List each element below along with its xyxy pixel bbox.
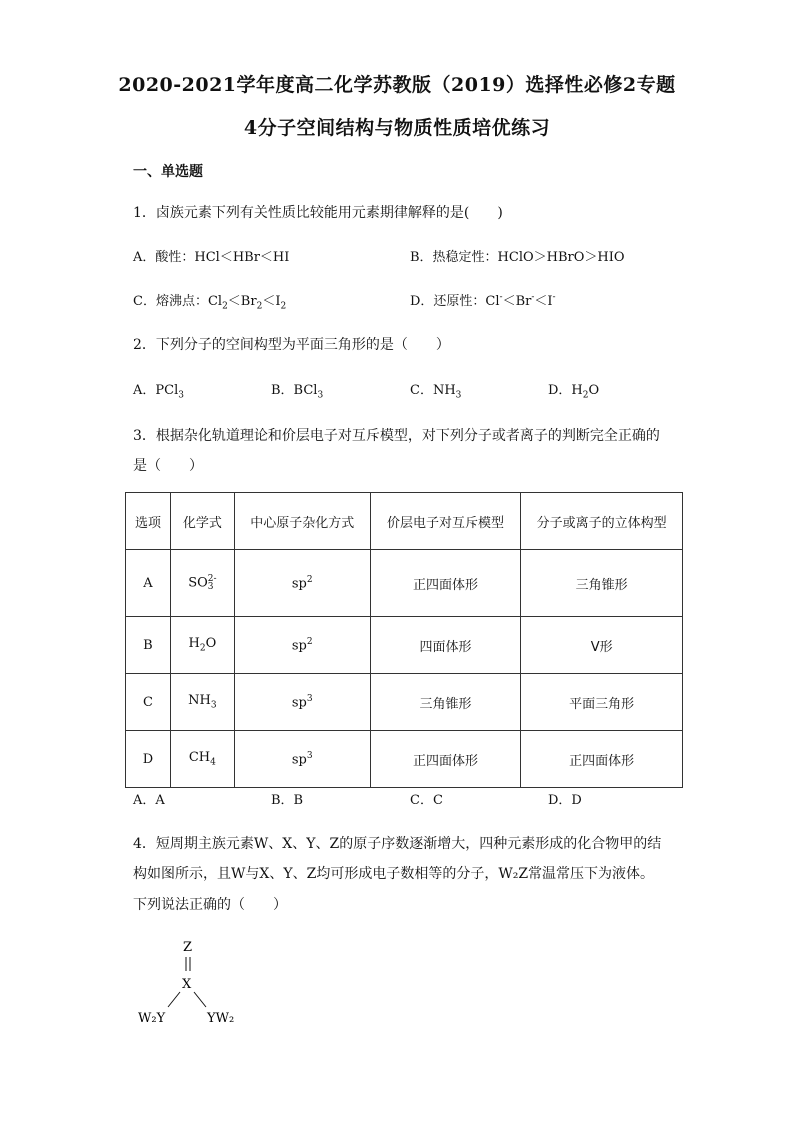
formula-cell: [170, 617, 234, 674]
q2-option-c: [410, 379, 461, 401]
q3-option-c: C．C: [410, 793, 443, 808]
q2-c-sub: 3: [455, 390, 462, 401]
formula-sup: 2-: [207, 574, 217, 584]
formula-cell: [170, 731, 234, 788]
q2-d-text: D．H: [548, 383, 583, 398]
q2-c-text: C．NH: [410, 383, 456, 398]
q3-option-a: A．A: [133, 793, 165, 808]
hybrid-cell: [234, 550, 370, 617]
q2-option-a: [133, 379, 184, 401]
formula-text: NH: [188, 693, 211, 709]
q1-option-d: [410, 290, 556, 309]
q1-c-prefix: C．熔沸点：Cl: [133, 294, 223, 309]
q2-option-d: [548, 379, 599, 401]
group-right: YW₂: [207, 1011, 235, 1026]
vsepr-cell: 四面体形: [370, 617, 521, 674]
q1-c-sub2: 2: [256, 301, 263, 312]
hybrid-text: sp: [291, 638, 307, 654]
shape-cell: 正四面体形: [521, 731, 683, 788]
title-line-1: 2020-2021学年度高二化学苏教版（2019）选择性必修2专题: [118, 74, 676, 96]
option-cell: C: [126, 674, 171, 731]
q2-a-text: A．PCl: [133, 383, 179, 398]
formula-cell: [170, 674, 234, 731]
q1-option-b: B．热稳定性：HClO＞HBrO＞HIO: [410, 250, 625, 265]
formula-cell: [170, 550, 234, 617]
formula-sub: 3: [207, 582, 214, 592]
table-row: [126, 617, 683, 674]
table-row: [126, 550, 683, 617]
q2-option-b: [271, 379, 323, 401]
q1-option-c: [133, 290, 286, 312]
hybrid-text: sp: [291, 752, 307, 768]
compound-structure-diagram: [130, 936, 260, 1036]
title-line-2: 4分子空间结构与物质性质培优练习: [243, 117, 551, 139]
q1-d-prefix: D．还原性：Cl: [410, 294, 500, 309]
question-3-stem-line2: 是（ ）: [133, 458, 203, 474]
header-cell: 价层电子对互斥模型: [370, 493, 521, 550]
table-row: [126, 731, 683, 788]
q1-c-sub3: 2: [280, 301, 287, 312]
question-3-stem-line1: 3．根据杂化轨道理论和价层电子对互斥模型，对下列分子或者离子的判断完全正确的: [133, 428, 660, 444]
hybrid-cell: [234, 674, 370, 731]
q1-d-sup1: -: [499, 292, 503, 303]
header-cell: 分子或离子的立体构型: [521, 493, 683, 550]
q1-c-sub1: 2: [222, 301, 228, 312]
header-cell: 选项: [126, 493, 171, 550]
header-cell: 中心原子杂化方式: [234, 493, 370, 550]
formula-sub: 4: [210, 757, 216, 768]
q3-option-b: B．B: [271, 793, 304, 808]
vsepr-cell: 三角锥形: [370, 674, 521, 731]
hybrid-sup: 2: [306, 574, 313, 585]
vsepr-cell: 正四面体形: [370, 731, 521, 788]
formula-text: SO: [188, 575, 208, 591]
formula-post: O: [205, 636, 217, 652]
q2-d-sub: 2: [582, 390, 589, 401]
q1-c-mid1: ＜Br: [227, 294, 257, 309]
option-cell: A: [126, 550, 171, 617]
vsepr-cell: 正四面体形: [370, 550, 521, 617]
question-4-stem-line3: 下列说法正确的（ ）: [133, 897, 287, 913]
q3-option-d: D．D: [548, 793, 582, 808]
formula-sub: 3: [210, 700, 217, 711]
q2-b-sub: 3: [317, 390, 324, 401]
question-4-stem-line1: 4．短周期主族元素W、X、Y、Z的原子序数逐渐增大，四种元素形成的化合物甲的结: [133, 836, 662, 852]
formula-sub: 2: [199, 643, 206, 654]
hybrid-cell: [234, 731, 370, 788]
atom-z: Z: [183, 940, 193, 955]
header-cell: 化学式: [170, 493, 234, 550]
group-left: W₂Y: [138, 1011, 166, 1026]
option-cell: D: [126, 731, 171, 788]
question-1-stem: 1．卤族元素下列有关性质比较能用元素期律解释的是( ): [133, 205, 503, 221]
hybrid-sup: 2: [306, 636, 313, 647]
shape-cell: 平面三角形: [521, 674, 683, 731]
hybrid-sup: 3: [306, 750, 313, 761]
q1-option-a: A．酸性：HCl＜HBr＜HI: [133, 250, 290, 265]
q3-table: [125, 492, 683, 788]
table-row: [126, 674, 683, 731]
bond-left: [168, 992, 180, 1007]
atom-x: X: [182, 977, 192, 992]
question-4-stem-line2: 构如图所示，且W与X、Y、Z均可形成电子数相等的分子，W₂Z常温常压下为液体。: [133, 866, 655, 882]
q2-a-sub: 3: [178, 390, 184, 401]
shape-cell: 三角锥形: [521, 550, 683, 617]
q2-b-text: B．BCl: [271, 383, 318, 398]
q1-c-mid2: ＜I: [262, 294, 281, 309]
hybrid-text: sp: [291, 695, 307, 711]
q1-d-sup3: -: [552, 292, 556, 303]
table-header-row: [126, 493, 683, 550]
formula-text: CH: [188, 750, 211, 766]
section-heading: 一、单选题: [133, 164, 203, 180]
bond-right: [194, 992, 206, 1007]
q2-d-post: O: [588, 383, 600, 398]
hybrid-cell: [234, 617, 370, 674]
formula-text: H: [188, 636, 200, 652]
option-cell: B: [126, 617, 171, 674]
question-2-stem: 2．下列分子的空间构型为平面三角形的是（ ）: [133, 337, 450, 353]
hybrid-sup: 3: [306, 693, 313, 704]
shape-cell: V形: [521, 617, 683, 674]
hybrid-text: sp: [291, 576, 307, 592]
q1-d-end: ＜I: [534, 294, 553, 309]
q1-d-mid: ＜Br: [502, 294, 532, 309]
q1-d-sup2: -: [531, 292, 535, 303]
